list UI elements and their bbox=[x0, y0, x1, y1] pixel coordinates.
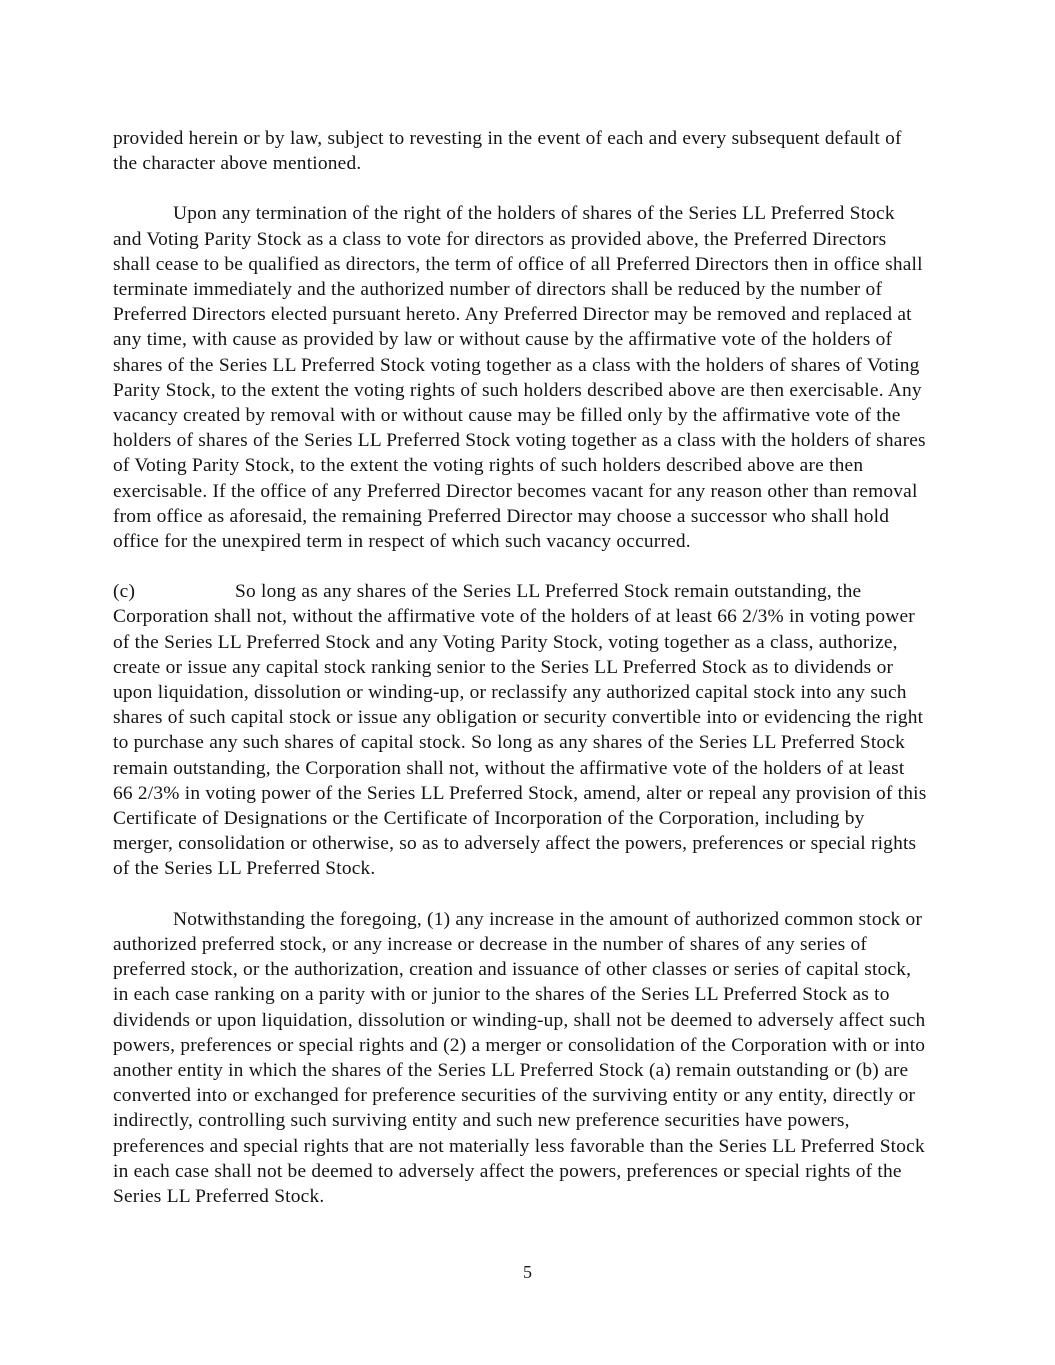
paragraph-continuation: provided herein or by law, subject to revesting in the event of each and every subsequent default of the character above mentioned. bbox=[113, 128, 902, 175]
paragraph-termination-of-voting-rights: Upon any termination of the right of the holders of shares of the Series LL Preferred Stock and Voting Parity Stock as a class to vote for directors as provided above, the Preferred Directors shall cease to be qualified as directors, the term of office of all Preferred Directors then in office shall terminate immediately and the authorized number of directors shall be reduced by the number of Preferred Directors elected pursuant hereto. Any Preferred Director may be removed and replaced at any time, with cause as provided by law or without cause by the affirmative vote of the holders of shares of the Series LL Preferred Stock voting together as a class with the holders of shares of Voting Parity Stock, to the extent the voting rights of such holders described above are then exercisable. Any vacancy created by removal with or without cause may be filled only by the affirmative vote of the holders of shares of the Series LL Preferred Stock voting together as a class with the holders of shares of Voting Parity Stock, to the extent the voting rights of such holders described above are then exercisable. If the office of any Preferred Director becomes vacant for any reason other than removal from office as aforesaid, the remaining Preferred Director may choose a successor who shall hold office for the unexpired term in respect of which such vacancy occurred. bbox=[113, 203, 926, 553]
paragraph-notwithstanding-the-foregoing: Notwithstanding the foregoing, (1) any increase in the amount of authorized common stock or authorized preferred stock, or any increase or decrease in the number of shares of any series of preferred stock, or the authorization, creation and issuance of other classes or series of capital stock, in each case ranking on a parity with or junior to the shares of the Series LL Preferred Stock as to dividends or upon liquidation, dissolution or winding-up, shall not be deemed to adversely affect such powers, preferences or special rights and (2) a merger or consolidation of the Corporation with or into another entity in which the shares of the Series LL Preferred Stock (a) remain outstanding or (b) are converted into or exchanged for preference securities of the surviving entity or any entity, directly or indirectly, controlling such surviving entity and such new preference securities have powers, preferences and special rights that are not materially less favorable than the Series LL Preferred Stock in each case shall not be deemed to adversely affect the powers, preferences or special rights of the Series LL Preferred Stock. bbox=[113, 908, 926, 1207]
clause-c-text: So long as any shares of the Series LL Preferred Stock remain outstanding, the Corporation shall not, without the affirmative vote of the holders of at least 66 2/3% in voting power of the Series LL Preferred Stock and any Voting Parity Stock, voting together as a class, authorize, create or issue any capital stock ranking senior to the Series LL Preferred Stock as to dividends or upon liquidation, dissolution or winding-up, or reclassify any authorized capital stock into any such shares of such capital stock or issue any obligation or security convertible into or evidencing the right to purchase any such shares of capital stock. So long as any shares of the Series LL Preferred Stock remain outstanding, the Corporation shall not, without the affirmative vote of the holders of at least 66 2/3% in voting power of the Series LL Preferred Stock, amend, alter or repeal any provision of this Certificate of Designations or the Certificate of Incorporation of the Corporation, including by merger, consolidation or otherwise, so as to adversely affect the powers, preferences or special rights of the Series LL Preferred Stock. bbox=[113, 581, 927, 880]
clause-marker-c: (c) bbox=[113, 581, 136, 603]
paragraph-clause-c bbox=[113, 579, 927, 881]
document-body bbox=[113, 126, 927, 1209]
page-number: 5 bbox=[523, 1262, 532, 1282]
